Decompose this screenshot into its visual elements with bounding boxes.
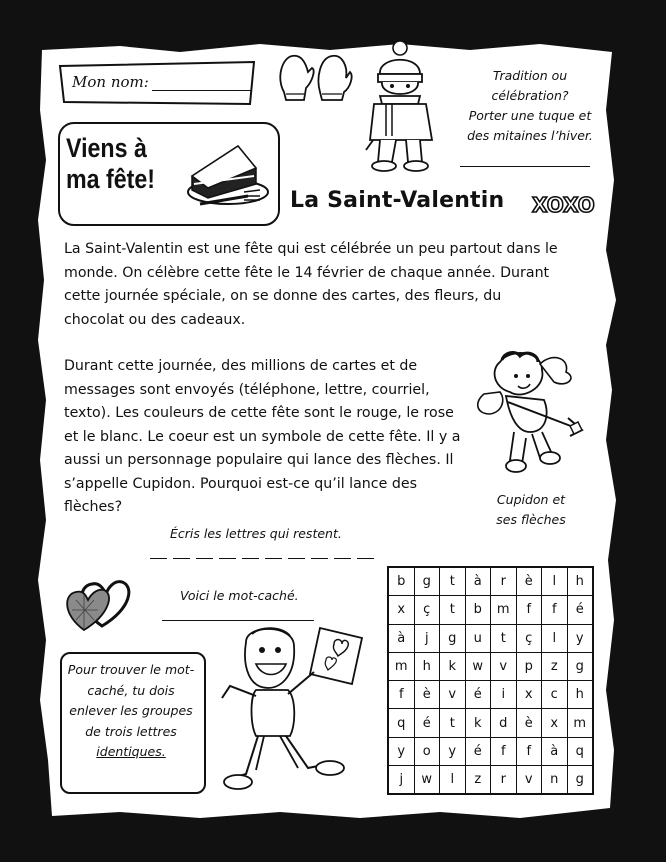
letter-blanks bbox=[150, 558, 374, 559]
letter-blank[interactable] bbox=[219, 558, 236, 559]
grid-cell: w bbox=[465, 652, 491, 680]
grid-cell: x bbox=[388, 596, 414, 624]
grid-cell: è bbox=[414, 681, 440, 709]
grid-cell: g bbox=[414, 567, 440, 596]
grid-cell: q bbox=[567, 737, 593, 765]
cupid-paragraph: Durant cette journée, des millions de cartes et de messages sont envoyés (téléphone, lettre, courriel, texto). Les couleurs de cette fête sont le rouge, le rose et le blanc. Le coeur est un symbole de cette fête. Il y a aussi un personnage populaire qui lance des flèches. Il s’appelle Cupidon. Pourquoi est-ce qu’il lance des flèches? bbox=[64, 358, 461, 515]
grid-row bbox=[388, 766, 593, 795]
cupid-caption-line-1: Cupidon et bbox=[496, 492, 566, 507]
mittens-icon bbox=[276, 48, 356, 104]
grid-cell: t bbox=[440, 596, 466, 624]
grid-cell: f bbox=[516, 596, 542, 624]
party-line-2: ma fête! bbox=[66, 164, 156, 194]
grid-cell: t bbox=[491, 624, 517, 652]
hearts-icon bbox=[62, 572, 134, 632]
grid-cell: q bbox=[388, 709, 414, 737]
boy-with-valentine-card-icon bbox=[216, 624, 366, 804]
grid-cell: y bbox=[567, 624, 593, 652]
page-title bbox=[290, 188, 504, 213]
grid-cell: l bbox=[542, 567, 568, 596]
letter-blank[interactable] bbox=[150, 558, 167, 559]
grid-row bbox=[388, 567, 593, 596]
grid-cell: f bbox=[491, 737, 517, 765]
grid-cell: f bbox=[388, 681, 414, 709]
grid-cell: g bbox=[567, 652, 593, 680]
grid-cell: f bbox=[516, 737, 542, 765]
grid-cell: k bbox=[465, 709, 491, 737]
grid-cell: l bbox=[542, 624, 568, 652]
grid-cell: l bbox=[440, 766, 466, 795]
grid-cell: r bbox=[491, 567, 517, 596]
write-letters-prompt: Écris les lettres qui restent. bbox=[170, 526, 342, 541]
letter-blank[interactable] bbox=[311, 558, 328, 559]
grid-cell: z bbox=[465, 766, 491, 795]
grid-cell: b bbox=[388, 567, 414, 596]
cupid-caption-line-2: ses flèches bbox=[496, 512, 566, 527]
grid-cell: m bbox=[491, 596, 517, 624]
grid-cell: é bbox=[465, 737, 491, 765]
page-number: page 12 bbox=[254, 812, 306, 827]
grid-row bbox=[388, 681, 593, 709]
grid-cell: j bbox=[414, 624, 440, 652]
tradition-line-4: des mitaines l’hiver. bbox=[467, 128, 593, 143]
grid-cell: ç bbox=[516, 624, 542, 652]
letter-blank[interactable] bbox=[265, 558, 282, 559]
grid-cell: p bbox=[516, 652, 542, 680]
grid-cell: é bbox=[465, 681, 491, 709]
tradition-line-1: Tradition ou bbox=[492, 68, 568, 83]
grid-cell: d bbox=[491, 709, 517, 737]
grid-cell: g bbox=[567, 766, 593, 795]
grid-cell: v bbox=[516, 766, 542, 795]
grid-row bbox=[388, 652, 593, 680]
grid-cell: u bbox=[465, 624, 491, 652]
grid-cell: r bbox=[491, 766, 517, 795]
grid-cell: k bbox=[440, 652, 466, 680]
cake-slice-icon bbox=[178, 138, 272, 212]
grid-row bbox=[388, 737, 593, 765]
page-title-text: La Saint-Valentin bbox=[290, 188, 505, 213]
grid-cell: à bbox=[542, 737, 568, 765]
grid-cell: x bbox=[542, 709, 568, 737]
grid-cell: n bbox=[542, 766, 568, 795]
grid-cell: j bbox=[388, 766, 414, 795]
boy-in-toque-icon bbox=[356, 40, 444, 176]
grid-cell: z bbox=[542, 652, 568, 680]
grid-row bbox=[388, 624, 593, 652]
hidden-word-answer-line[interactable] bbox=[162, 620, 314, 621]
letter-blank[interactable] bbox=[288, 558, 305, 559]
grid-cell: x bbox=[516, 681, 542, 709]
letter-blank[interactable] bbox=[242, 558, 259, 559]
xoxo-graphic bbox=[530, 192, 600, 216]
tradition-question bbox=[455, 66, 605, 146]
grid-row bbox=[388, 596, 593, 624]
grid-cell: m bbox=[567, 709, 593, 737]
grid-cell: é bbox=[414, 709, 440, 737]
grid-cell: ç bbox=[414, 596, 440, 624]
grid-cell: à bbox=[388, 624, 414, 652]
tradition-line-2: célébration? bbox=[491, 88, 569, 103]
letter-blank[interactable] bbox=[334, 558, 351, 559]
grid-cell: c bbox=[542, 681, 568, 709]
party-sign-text bbox=[66, 133, 155, 195]
grid-cell: h bbox=[567, 681, 593, 709]
tradition-line-3: Porter une tuque et bbox=[468, 108, 592, 123]
instructions-underlined: identiques. bbox=[96, 744, 166, 759]
grid-cell: w bbox=[414, 766, 440, 795]
grid-cell: g bbox=[440, 624, 466, 652]
letter-blank[interactable] bbox=[196, 558, 213, 559]
party-line-1: Viens à bbox=[66, 133, 147, 163]
grid-cell: è bbox=[516, 709, 542, 737]
grid-cell: à bbox=[465, 567, 491, 596]
grid-cell: v bbox=[491, 652, 517, 680]
cupid-caption bbox=[486, 490, 576, 530]
grid-cell: i bbox=[491, 681, 517, 709]
grid-row bbox=[388, 709, 593, 737]
cupid-icon bbox=[470, 348, 590, 480]
grid-cell: t bbox=[440, 567, 466, 596]
grid-cell: y bbox=[440, 737, 466, 765]
hidden-word-prompt: Voici le mot-caché. bbox=[180, 588, 299, 603]
tradition-answer-line[interactable] bbox=[460, 166, 590, 167]
grid-cell: f bbox=[542, 596, 568, 624]
grid-cell: m bbox=[388, 652, 414, 680]
xoxo-text: XOXO bbox=[532, 193, 595, 216]
intro-paragraph: La Saint-Valentin est une fête qui est célébrée un peu partout dans le monde. On célèbre cette fête le 14 février de chaque année. Durant cette journée spéciale, on se donne des cartes, des fleurs, du chocolat ou des cadeaux. bbox=[64, 241, 558, 328]
grid-cell: h bbox=[567, 567, 593, 596]
letter-blank[interactable] bbox=[173, 558, 190, 559]
grid-cell: y bbox=[388, 737, 414, 765]
instructions-main: Pour trouver le mot-caché, tu dois enlever les groupes de trois lettres bbox=[67, 662, 195, 739]
grid-cell: o bbox=[414, 737, 440, 765]
grid-cell: h bbox=[414, 652, 440, 680]
grid-cell: è bbox=[516, 567, 542, 596]
letter-blank[interactable] bbox=[357, 558, 374, 559]
grid-cell: t bbox=[440, 709, 466, 737]
grid-cell: v bbox=[440, 681, 466, 709]
grid-cell: b bbox=[465, 596, 491, 624]
name-label: Mon nom: bbox=[72, 73, 149, 91]
letter-grid bbox=[387, 566, 594, 795]
name-input-line[interactable] bbox=[152, 90, 252, 91]
instructions-text bbox=[64, 660, 198, 763]
grid-cell: é bbox=[567, 596, 593, 624]
